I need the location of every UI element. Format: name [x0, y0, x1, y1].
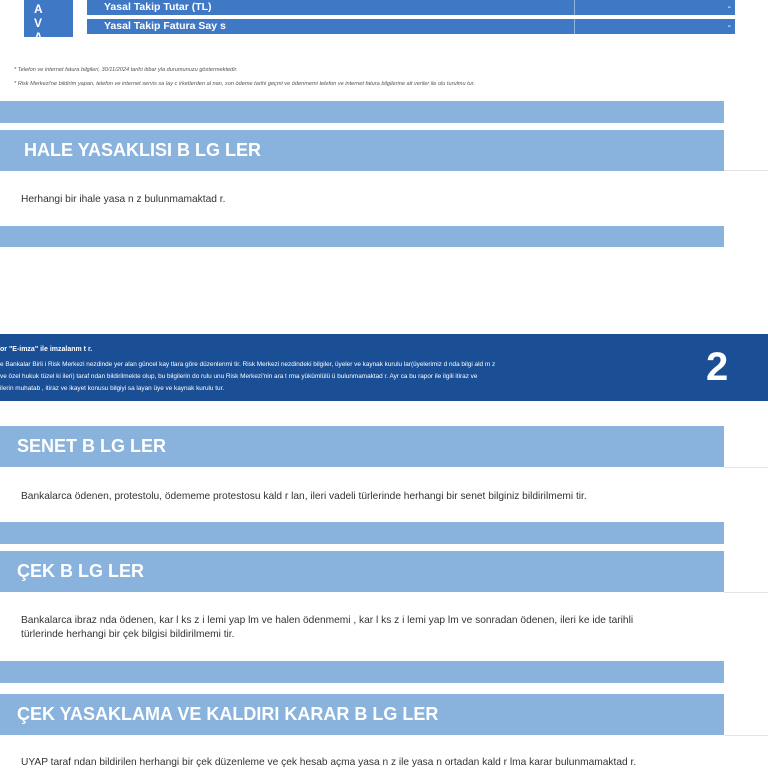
cek-section-title: ÇEK B LG LER	[17, 561, 145, 581]
section-rule	[724, 735, 768, 736]
senet-section-text: Bankalarca ödenen, protestolu, ödememe protestosu kald r lan, ileri vadeli türlerinde herhangi bir senet bilginiz bildirilmemi tir.	[21, 491, 587, 502]
ihale-section-title: HALE YASAKLISI B LG LER	[24, 140, 262, 160]
legal-amount-value: -	[727, 1, 731, 13]
esign-note: or "E-imza" ile imzalanm t r.	[0, 346, 93, 353]
section-divider-bar	[0, 661, 724, 683]
page-number: 2	[706, 345, 729, 389]
ihale-section-text: Herhangi bir ihale yasa n z bulunmamaktad r.	[21, 194, 226, 205]
section-rule	[724, 592, 768, 593]
disclaimer-line: e Bankalar Birli i Risk Merkezi nezdinde yer alan güncel kay tlara göre düzenlenmi tir. Risk Merkezi nezdindeki bilgiler, üyeler ve kaynak kurulu lar(üyelerimiz d nda bilgi ald m z	[0, 361, 496, 368]
section-divider-bar	[0, 226, 724, 247]
row-divider	[574, 0, 575, 15]
section-rule	[724, 467, 768, 468]
section-divider-bar	[0, 101, 724, 123]
side-tab	[24, 0, 73, 44]
legal-invoice-count-label: Yasal Takip Fatura Say s	[104, 20, 226, 32]
legal-invoice-count-value: -	[727, 20, 731, 32]
page-footer-band	[0, 334, 768, 401]
ihale-section-header	[0, 130, 724, 171]
disclaimer-line: ve özel hukuk tüzel ki ileri) taraf ndan bildirilmekte olup, bu bilgilerin do rulu unu Risk Merkezi'nin ara t rma yükümlülü ü bulunmamaktad r. Ayr ca bu rapor ile ilgili itiraz ve	[0, 373, 478, 380]
cek-text-line: türlerinde herhangi bir çek bilgisi bildirilmemi tir.	[21, 629, 235, 640]
section-divider-bar	[0, 522, 724, 544]
disclaimer-text	[0, 359, 664, 395]
cek-section-text	[21, 614, 633, 642]
footnote-1: * Telefon ve internet fatura bilgileri, 30/11/2024 tarihi itibar yla durumunuzu göstermektedir.	[14, 67, 238, 73]
disclaimer-line: ilerin muhatab , itiraz ve ikayet konusu bilgiyi sa layan üye ve kaynak kurulu tur.	[0, 385, 225, 392]
side-tab-text: AV A.	[34, 2, 46, 44]
legal-invoice-count-row	[87, 19, 735, 34]
cek-ban-section-header	[0, 694, 724, 735]
row-divider	[574, 19, 575, 34]
section-rule	[724, 170, 768, 171]
footnote-2: * Risk Merkezi'ne bildirim yapan, telefon ve internet servis sa lay c irketlerden al nan, son ödeme tarihi geçmi ve ödenmemi telefon ve internet fatura bilgilerine ait veriler ile olu turulmu tur.	[14, 81, 476, 87]
legal-amount-row	[87, 0, 735, 15]
senet-section-header	[0, 426, 724, 467]
cek-ban-section-text: UYAP taraf ndan bildirilen herhangi bir çek düzenleme ve çek hesab açma yasa n z ile yasa n ortadan kald r lma karar bulunmamaktad r.	[21, 757, 637, 768]
legal-amount-label: Yasal Takip Tutar (TL)	[104, 1, 212, 13]
cek-section-header	[0, 551, 724, 592]
cek-ban-section-title: ÇEK YASAKLAMA VE KALDIRI KARAR B LG LER	[17, 704, 439, 724]
senet-section-title: SENET B LG LER	[17, 436, 167, 456]
cek-text-line: Bankalarca ibraz nda ödenen, kar l ks z i lemi yap lm ve halen ödenmemi , kar l ks z i lemi yap lm ve sonradan ödenen, ileri ke ide tarihli	[21, 615, 634, 626]
